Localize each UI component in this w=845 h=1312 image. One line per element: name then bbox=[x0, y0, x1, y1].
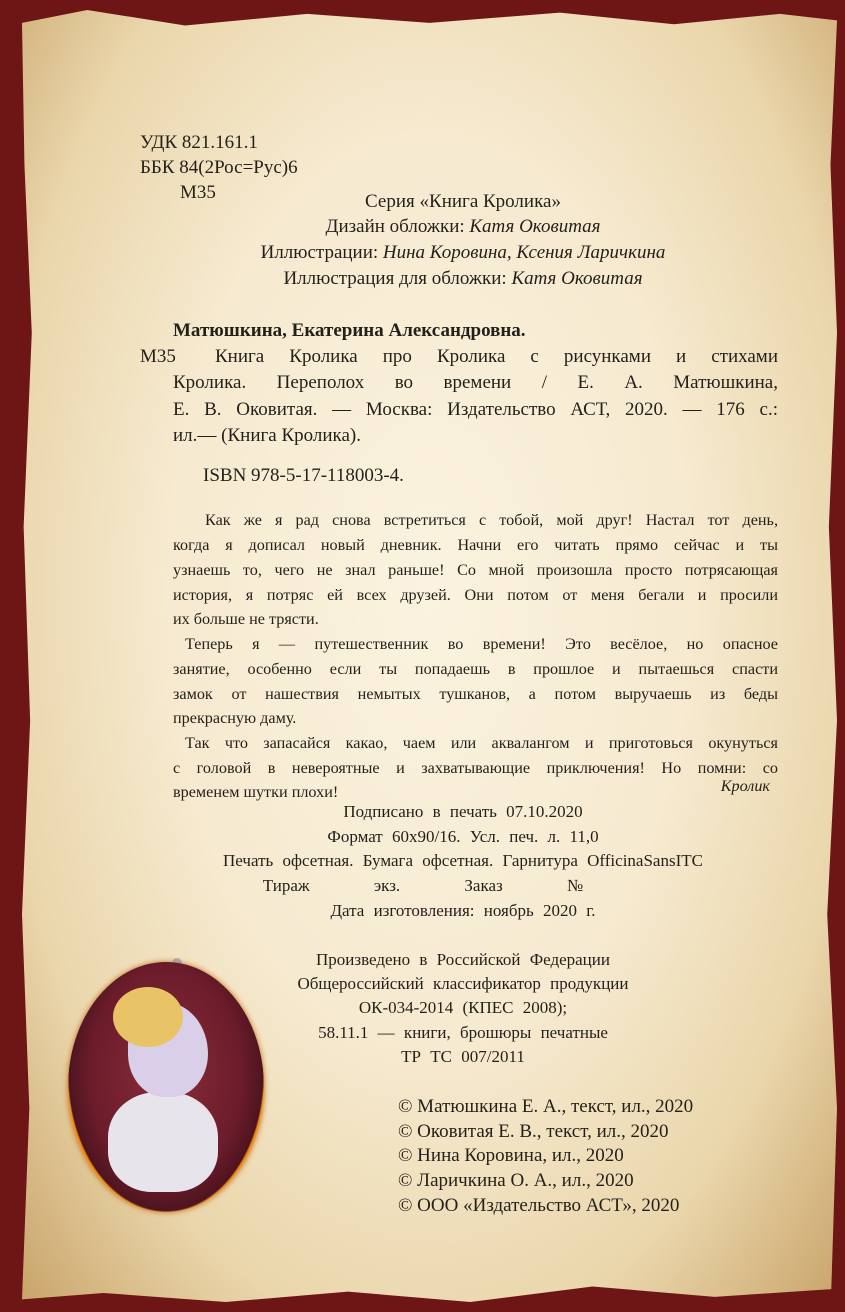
annotation-line: Как же я рад снова встретиться с тобой, мой друг! Настал тот день, bbox=[205, 511, 778, 529]
name: Катя Оковитая bbox=[511, 268, 643, 289]
annotation-line: когда я дописал новый дневник. Начни его читать прямо сейчас и ты bbox=[173, 536, 778, 554]
annotation-line: Теперь я — путешественник во времени! Это весёлое, но опасное bbox=[185, 635, 778, 653]
bib-line: Е. В. Оковитая. — Москва: Издательство АСТ, 2020. — 176 с.: bbox=[173, 399, 778, 420]
print-info: Формат 60x90/16. Усл. печ. л. 11,0 bbox=[327, 827, 599, 846]
signature: Кролик bbox=[720, 777, 770, 795]
copyright: © Матюшкина Е. А., текст, ил., 2020 bbox=[398, 1096, 694, 1117]
bib-line: Кролика. Переполох во времени / Е. А. Матюшкина, bbox=[173, 372, 778, 393]
names: Нина Коровина, Ксения Ларичкина bbox=[382, 242, 666, 263]
annotation-line: замок от нашествия немытых тушканов, а потом выручаешь из беды bbox=[173, 685, 778, 703]
isbn: ISBN 978-5-17-118003-4. bbox=[203, 465, 404, 486]
annotation-line: временем шутки плохи! bbox=[173, 783, 339, 801]
illustrations bbox=[140, 242, 786, 264]
annotation-line: история, я потряс ей всех друзей. Они потом от меня бегали и просили bbox=[173, 586, 778, 604]
cover-illustration bbox=[140, 268, 786, 290]
author: Матюшкина, Екатерина Александровна. bbox=[173, 320, 526, 341]
copyright: © Нина Коровина, ил., 2020 bbox=[398, 1145, 624, 1166]
print-info: Тираж экз. Заказ № bbox=[262, 876, 584, 895]
bib-code: М35 bbox=[140, 346, 176, 367]
series: Серия «Книга Кролика» bbox=[365, 191, 561, 212]
dress-shape bbox=[108, 1092, 218, 1192]
annotation-line: их больше не трясти. bbox=[173, 610, 319, 628]
production-info: ОК-034-2014 (КПЕС 2008); bbox=[358, 998, 568, 1017]
label: Иллюстрации: bbox=[260, 242, 383, 263]
bbk: ББК 84(2Рос=Рус)6 bbox=[140, 157, 298, 178]
production-info: Произведено в Российской Федерации bbox=[316, 950, 610, 969]
production-info: 58.11.1 — книги, брошюры печатные bbox=[318, 1023, 608, 1042]
print-info: Подписано в печать 07.10.2020 bbox=[343, 802, 583, 821]
production-info: ТР ТС 007/2011 bbox=[401, 1047, 525, 1066]
udk: УДК 821.161.1 bbox=[140, 132, 258, 153]
hair-shape bbox=[113, 987, 183, 1047]
bib-line: ил.— (Книга Кролика). bbox=[173, 425, 361, 446]
annotation-line: узнаешь то, чего не знал раньше! Со мной произошла просто потрясающая bbox=[173, 561, 778, 579]
label: Иллюстрация для обложки: bbox=[283, 268, 512, 289]
annotation-line: Так что запасайся какао, чаем или аквалангом и приготовься окунуться bbox=[185, 734, 778, 752]
print-info: Дата изготовления: ноябрь 2020 г. bbox=[330, 901, 596, 920]
bib-line: Книга Кролика про Кролика с рисунками и стихами bbox=[215, 346, 778, 367]
cover-design bbox=[140, 216, 786, 238]
annotation-line: занятие, особенно если ты попадаешь в прошлое и пытаешься спасти bbox=[173, 660, 778, 678]
portrait-illustration bbox=[68, 962, 264, 1212]
label: Дизайн обложки: bbox=[325, 216, 470, 237]
copyright: © ООО «Издательство АСТ», 2020 bbox=[398, 1195, 680, 1216]
name: Катя Оковитая bbox=[469, 216, 601, 237]
production-info: Общероссийский классификатор продукции bbox=[297, 974, 629, 993]
copyright: © Ларичкина О. А., ил., 2020 bbox=[398, 1170, 634, 1191]
copyright: © Оковитая Е. В., текст, ил., 2020 bbox=[398, 1121, 669, 1142]
print-info: Печать офсетная. Бумага офсетная. Гарнитура OfficinaSansITC bbox=[223, 851, 703, 870]
annotation-line: с головой в невероятные и захватывающие приключения! Но помни: со bbox=[173, 759, 778, 777]
author-mark: М35 bbox=[180, 182, 216, 203]
annotation-line: прекрасную даму. bbox=[173, 709, 297, 727]
